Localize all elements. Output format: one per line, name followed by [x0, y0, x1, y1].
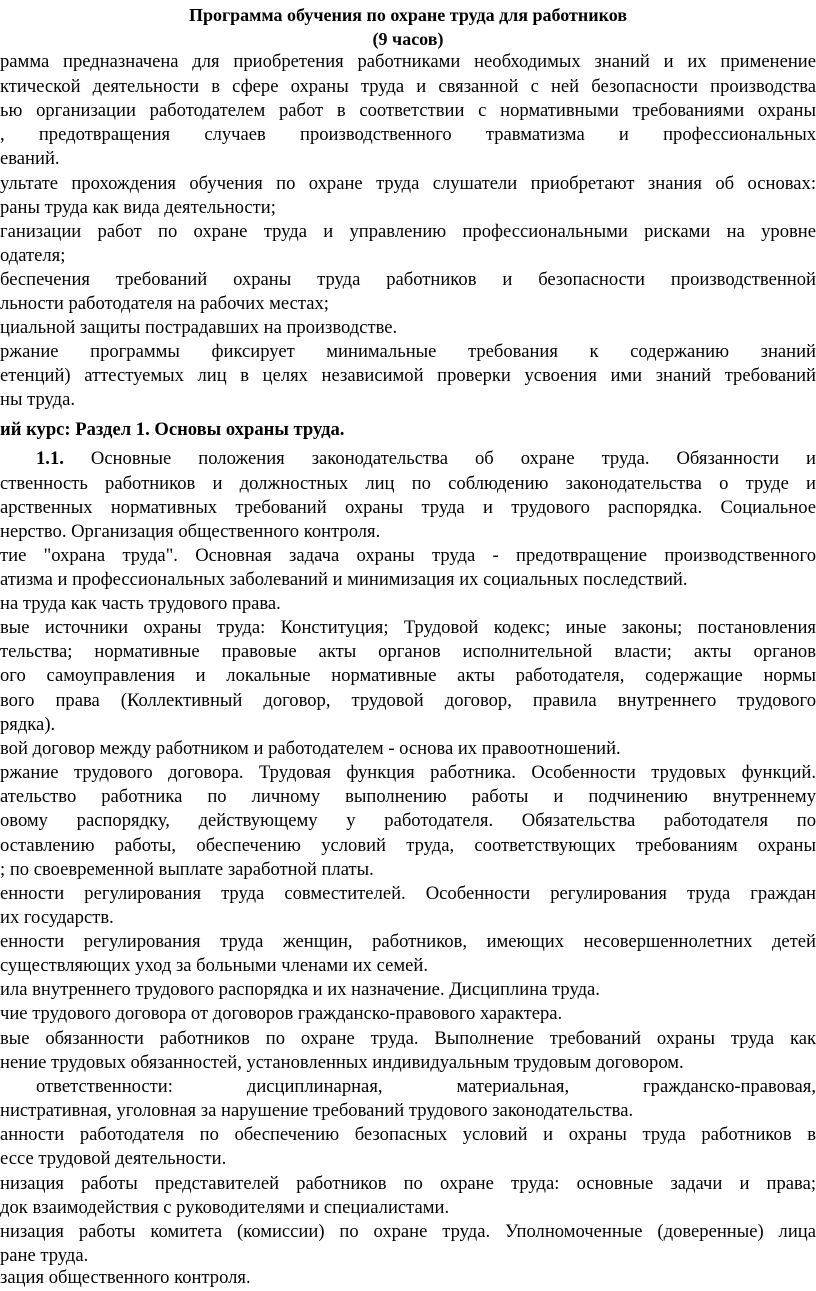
topic-title: Основные положения законодательства об охране труда. Обязанности и	[90, 448, 816, 469]
paragraph-line: чие трудового договора от договоров гражданско-правового характера.	[0, 1003, 563, 1024]
paragraph-line: еваний.	[0, 148, 60, 169]
page-title: Программа обучения по охране труда для работников	[188, 5, 628, 25]
page-subtitle: (9 часов)	[372, 29, 444, 49]
paragraph-line: ультате прохождения обучения по охране труда слушатели приобретают знания об основах:	[0, 173, 816, 194]
paragraph-line: вые обязанности работников по охране труда. Выполнение требований охраны труда как	[0, 1028, 816, 1049]
paragraph-line: ессе трудовой деятельности.	[0, 1148, 227, 1169]
paragraph-line: на труда как часть трудового права.	[0, 593, 281, 614]
paragraph-line: раны труда как вида деятельности;	[0, 197, 276, 218]
paragraph-line: низация работы представителей работников по охране труда: основные задачи и права;	[0, 1173, 816, 1194]
paragraph-line: одателя;	[0, 245, 66, 266]
paragraph-line: арственных нормативных требований охраны труда и трудового распорядка. Социальное	[0, 497, 816, 518]
paragraph-line: ржание трудового договора. Трудовая функция работника. Особенности трудовых функций.	[0, 762, 816, 783]
paragraph-line: овому распорядку, действующему у работодателя. Обязательства работодателя по	[0, 810, 816, 831]
paragraph-line: ганизации работ по охране труда и управлению профессиональными рисками на уровне	[0, 221, 816, 242]
paragraph-line: ого самоуправления и локальные нормативные акты работодателя, содержащие нормы	[0, 665, 816, 686]
paragraph-line: циальной защиты пострадавших на производстве.	[0, 317, 398, 338]
paragraph-line: тельства; нормативные правовые акты органов исполнительной власти; акты органов	[0, 641, 816, 662]
paragraph-line: ктической деятельности в сфере охраны труда и связанной с ней безопасности производства	[0, 76, 816, 97]
paragraph-line: ью организации работодателем работ в соответствии с нормативными требованиями охраны	[0, 100, 816, 121]
topic-line	[0, 447, 816, 471]
paragraph-line: вого права (Коллективный договор, трудовой договор, правила внутреннего трудового	[0, 690, 816, 711]
paragraph-line: вые источники охраны труда: Конституция; Трудовой кодекс; иные законы; постановления	[0, 617, 816, 638]
paragraph-line: ране труда.	[0, 1245, 89, 1266]
paragraph-line: зация общественного контроля.	[0, 1267, 251, 1288]
paragraph-line: ; по своевременной выплате заработной платы.	[0, 859, 374, 880]
paragraph-line: ственность работников и должностных лиц по соблюдению законодательства о труде и	[0, 473, 816, 494]
paragraph-line: вой договор между работником и работодателем - основа их правоотношений.	[0, 738, 621, 759]
paragraph-line: ила внутреннего трудового распорядка и их назначение. Дисциплина труда.	[0, 979, 600, 1000]
paragraph-line: етенций) аттестуемых лиц в целях независимой проверки усвоения ими знаний требований	[0, 365, 816, 386]
paragraph-line: нерство. Организация общественного контроля.	[0, 521, 381, 542]
paragraph-line: док взаимодействия с руководителями и специалистами.	[0, 1197, 450, 1218]
section-number: 1.1.	[36, 448, 64, 469]
paragraph-line: ательство работника по личному выполнению работы и подчинению внутреннему	[0, 786, 816, 807]
paragraph-line: енности регулирования труда женщин, работников, имеющих несовершеннолетних детей	[0, 931, 816, 952]
paragraph-line: существляющих уход за больными членами их семей.	[0, 955, 428, 976]
paragraph-line: оставлению работы, обеспечению условий труда, соответствующих требованиям охраны	[0, 835, 816, 856]
paragraph-line: льности работодателя на рабочих местах;	[0, 293, 329, 314]
paragraph-line: ответственности: дисциплинарная, материальная, гражданско-правовая,	[36, 1076, 816, 1097]
paragraph-line: анности работодателя по обеспечению безопасных условий и охраны труда работников в	[0, 1124, 816, 1145]
paragraph-line: нение трудовых обязанностей, установленных индивидуальным трудовым договором.	[0, 1052, 684, 1073]
paragraph-line: ржание программы фиксирует минимальные требования к содержанию знаний	[0, 341, 816, 362]
paragraph-line: енности регулирования труда совместителей. Особенности регулирования труда граждан	[0, 883, 816, 904]
paragraph-line: тие "охрана труда". Основная задача охраны труда - предотвращение производственного	[0, 545, 816, 566]
paragraph-line: низация работы комитета (комиссии) по охране труда. Уполномоченные (доверенные) лица	[0, 1221, 816, 1242]
section-heading: ий курс: Раздел 1. Основы охраны труда.	[0, 419, 345, 440]
paragraph-line: рядка).	[0, 714, 56, 735]
paragraph-line: атизма и профессиональных заболеваний и минимизация их социальных последствий.	[0, 569, 688, 590]
paragraph-line: рамма предназначена для приобретения работниками необходимых знаний и их применение	[0, 51, 816, 72]
paragraph-line: их государств.	[0, 907, 114, 928]
paragraph-line: , предотвращения случаев производственного травматизма и профессиональных	[0, 124, 816, 145]
paragraph-line: нистративная, уголовная за нарушение требований трудового законодательства.	[0, 1100, 634, 1121]
paragraph-line: беспечения требований охраны труда работников и безопасности производственной	[0, 269, 816, 290]
paragraph-line: ны труда.	[0, 389, 75, 410]
